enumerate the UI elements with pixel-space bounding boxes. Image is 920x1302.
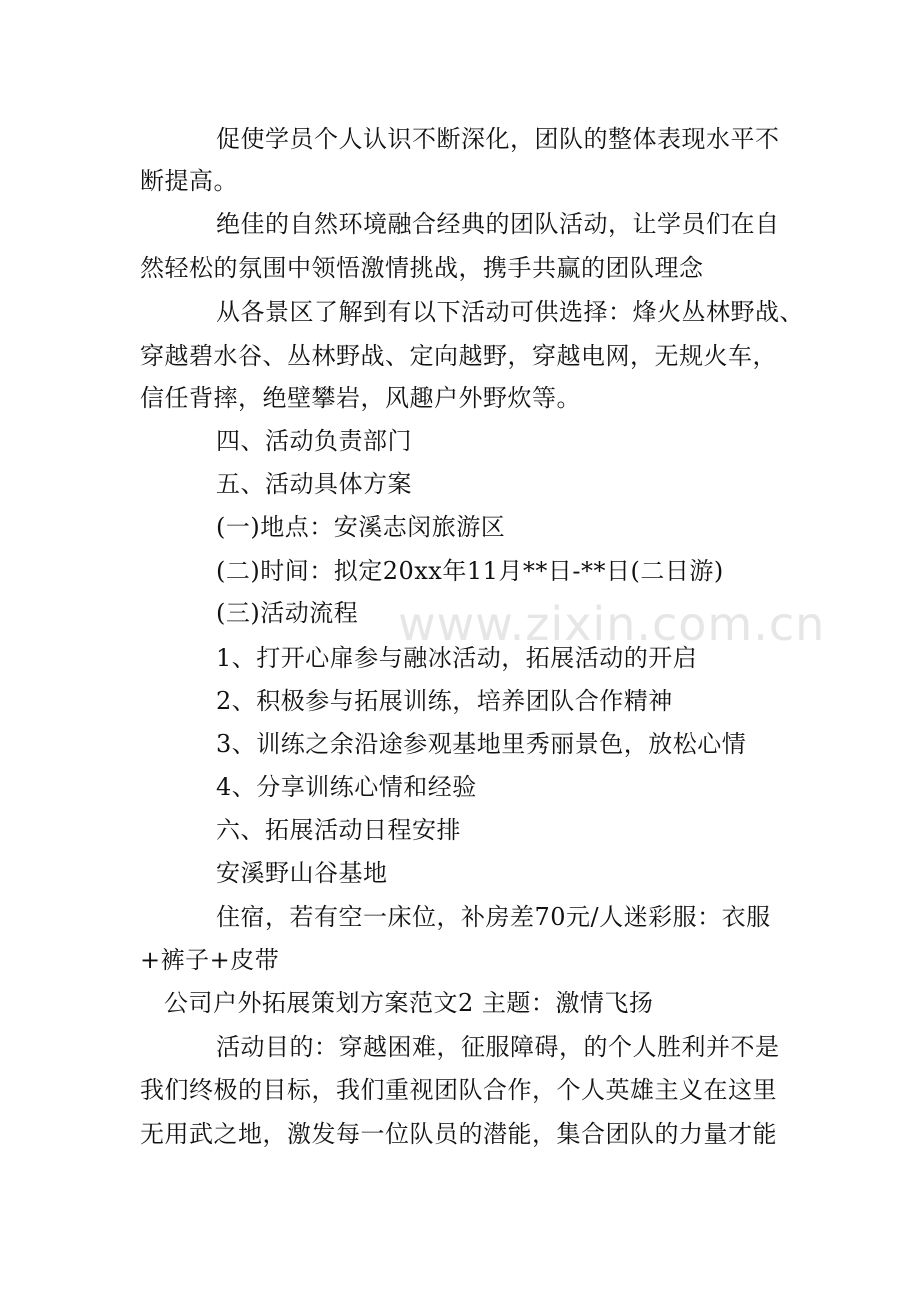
list-item: 2、积极参与拓展训练，培养团队合作精神 xyxy=(216,687,673,715)
paragraph-line: 绝佳的自然环境融合经典的团队活动，让学员们在自 xyxy=(216,210,780,238)
list-item: 4、分享训练心情和经验 xyxy=(216,773,477,801)
paragraph-line: 穿越碧水谷、丛林野战、定向越野，穿越电网，无规火车， xyxy=(140,342,777,370)
subsection-heading: (二)时间：拟定20xx年11月**日-**日(二日游) xyxy=(216,557,724,585)
list-item: 3、训练之余沿途参观基地里秀丽景色，放松心情 xyxy=(216,730,747,758)
watermark: www.zixin.com.cn xyxy=(398,597,826,651)
section-heading: 四、活动负责部门 xyxy=(216,427,412,455)
paragraph-line: 从各景区了解到有以下活动可供选择：烽火丛林野战、 xyxy=(216,298,804,326)
paragraph-line: 促使学员个人认识不断深化，团队的整体表现水平不 xyxy=(216,125,780,153)
list-item: 1、打开心扉参与融冰活动，拓展活动的开启 xyxy=(216,644,698,672)
paragraph-line: +裤子+皮带 xyxy=(140,946,280,974)
paragraph-line: 住宿，若有空一床位，补房差70元/人迷彩服：衣服 xyxy=(216,903,771,931)
section-heading: 五、活动具体方案 xyxy=(216,470,412,498)
document-title: 公司户外拓展策划方案范文2 主题：激情飞扬 xyxy=(164,989,654,1017)
paragraph-line: 活动目的：穿越困难，征服障碍，的个人胜利并不是 xyxy=(216,1033,780,1061)
subsection-heading: (一)地点：安溪志闵旅游区 xyxy=(216,513,506,541)
paragraph-line: 然轻松的氛围中领悟激情挑战，携手共赢的团队理念 xyxy=(140,254,704,282)
subsection-heading: (三)活动流程 xyxy=(216,599,359,627)
paragraph-line: 信任背摔，绝壁攀岩，风趣户外野炊等。 xyxy=(140,384,581,412)
section-heading: 六、拓展活动日程安排 xyxy=(216,816,461,844)
paragraph-line: 我们终极的目标，我们重视团队合作，个人英雄主义在这里 xyxy=(140,1076,777,1104)
paragraph-line: 无用武之地，激发每一位队员的潜能，集合团队的力量才能 xyxy=(140,1120,777,1148)
paragraph-line: 安溪野山谷基地 xyxy=(216,859,388,887)
paragraph-line: 断提高。 xyxy=(140,167,238,195)
